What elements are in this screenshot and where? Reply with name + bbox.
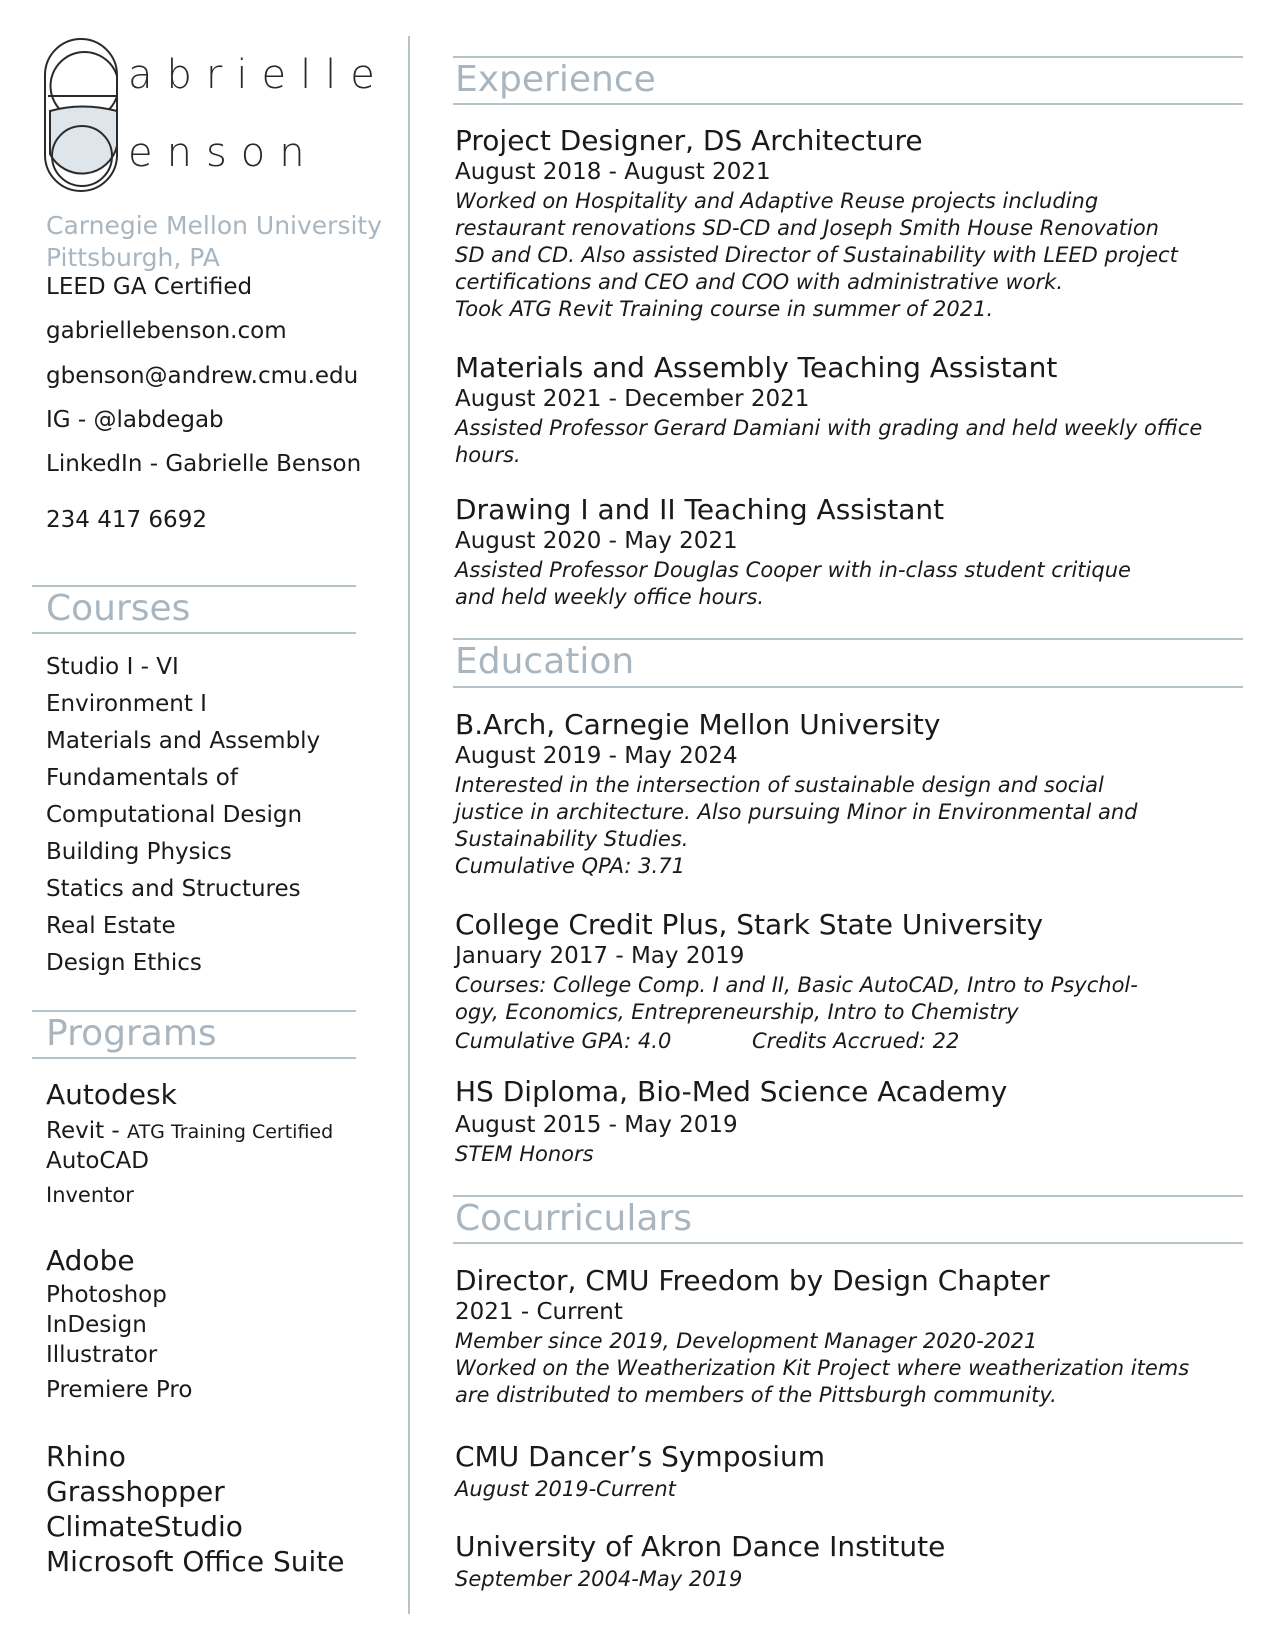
city: Pittsburgh, PA [46,243,220,272]
section-rule [453,686,1243,688]
monogram-logo [42,36,142,196]
program-autocad: AutoCAD [46,1148,149,1174]
program-item: Microsoft Office Suite [46,1545,345,1578]
section-rule [32,585,356,587]
program-item: Premiere Pro [46,1377,193,1403]
program-revit-note: ATG Training Certified [127,1121,334,1143]
program-revit [46,1118,333,1144]
course-item: Design Ethics [46,950,202,976]
experience-entry-desc: Assisted Professor Gerard Damiani with grading and held weekly office hours. [455,416,1203,467]
education-entry-title: HS Diploma, Bio-Med Science Academy [455,1075,1008,1108]
course-item: Building Physics [46,839,232,865]
program-item: Photoshop [46,1282,167,1308]
experience-entry-desc: Assisted Professor Douglas Cooper with in-class student critique and held weekly office hours. [455,558,1131,609]
program-item: Illustrator [46,1342,158,1368]
cocurricular-entry-desc: August 2019-Current [455,1477,676,1501]
experience-entry-title: Materials and Assembly Teaching Assistant [455,351,1058,384]
experience-entry-date: August 2020 - May 2021 [455,528,738,554]
education-entry-desc: STEM Honors [455,1142,594,1166]
column-divider [408,36,410,1614]
website-link[interactable]: gabriellebenson.com [46,318,287,344]
education-entry-date: August 2015 - May 2019 [455,1112,738,1138]
course-item: Materials and Assembly [46,728,321,754]
programs-title: Programs [46,1013,217,1054]
course-item: Studio I - VI [46,654,179,680]
education-gpa: Cumulative GPA: 4.0 [455,1029,672,1053]
program-group-autodesk: Autodesk [46,1078,177,1111]
section-rule [453,56,1243,58]
education-entry-title: College Credit Plus, Stark State University [455,908,1044,941]
education-entry-desc: Courses: College Comp. I and II, Basic AutoCAD, Intro to Psychol- ogy, Economics, Entrepreneurship, Intro to Chemistry [455,973,1138,1024]
experience-entry-date: August 2021 - December 2021 [455,386,810,412]
program-item: InDesign [46,1312,147,1338]
linkedin-link[interactable]: LinkedIn - Gabrielle Benson [46,451,362,477]
instagram-link[interactable]: IG - @labdegab [46,407,224,433]
section-rule [32,1010,356,1012]
program-item: Grasshopper [46,1475,225,1508]
name-last: enson [128,130,319,176]
experience-entry-title: Project Designer, DS Architecture [455,124,923,157]
cocurricular-entry-date: 2021 - Current [455,1299,623,1325]
program-revit-label: Revit - [46,1118,128,1144]
cocurricular-entry-title: University of Akron Dance Institute [455,1530,946,1563]
course-item: Computational Design [46,802,303,828]
course-item: Real Estate [46,913,176,939]
education-title: Education [455,641,635,682]
education-entry-desc: Interested in the intersection of sustainable design and social justice in architecture. Also pursuing Minor in Environmental and Sustainability Studies. Cumulative QPA: 3.71 [455,773,1138,878]
education-entry-title: B.Arch, Carnegie Mellon University [455,708,941,741]
section-rule [32,1057,356,1059]
cocurricular-entry-desc: Member since 2019, Development Manager 2020-2021 Worked on the Weatherization Kit Project where weatherization items are distributed to members of the Pittsburgh community. [455,1329,1190,1407]
cocurricular-entry-title: CMU Dancer’s Symposium [455,1440,826,1473]
section-rule [453,1195,1243,1197]
phone: 234 417 6692 [46,507,207,533]
program-group-adobe: Adobe [46,1244,135,1277]
university: Carnegie Mellon University [46,211,383,240]
name-first: abrielle [128,52,389,98]
cocurricular-entry-title: Director, CMU Freedom by Design Chapter [455,1264,1050,1297]
certification: LEED GA Certified [46,274,253,300]
program-item: Rhino [46,1440,126,1473]
experience-entry-desc: Worked on Hospitality and Adaptive Reuse projects including restaurant renovations SD-CD and Joseph Smith House Renovation SD and CD. Also assisted Director of Sustainability with LEED project certifications and CEO and COO with administrative work. Took ATG Revit Training course in summer of 2021. [455,189,1178,321]
course-item: Statics and Structures [46,876,301,902]
experience-entry-date: August 2018 - August 2021 [455,159,771,185]
section-rule [32,632,356,634]
contact-block [46,210,382,274]
section-rule [453,103,1243,105]
education-entry-date: January 2017 - May 2019 [455,943,745,969]
course-item: Fundamentals of [46,765,238,791]
course-item: Environment I [46,691,207,717]
section-rule [453,1242,1243,1244]
section-rule [453,638,1243,640]
program-item: ClimateStudio [46,1510,243,1543]
cocurricular-entry-desc: September 2004-May 2019 [455,1567,743,1591]
courses-title: Courses [46,588,191,629]
email-link[interactable]: gbenson@andrew.cmu.edu [46,363,359,389]
experience-entry-title: Drawing I and II Teaching Assistant [455,493,945,526]
education-credits: Credits Accrued: 22 [752,1029,960,1053]
experience-title: Experience [455,59,656,100]
program-inventor: Inventor [46,1183,134,1207]
cocurriculars-title: Cocurriculars [455,1198,692,1239]
education-entry-date: August 2019 - May 2024 [455,743,738,769]
